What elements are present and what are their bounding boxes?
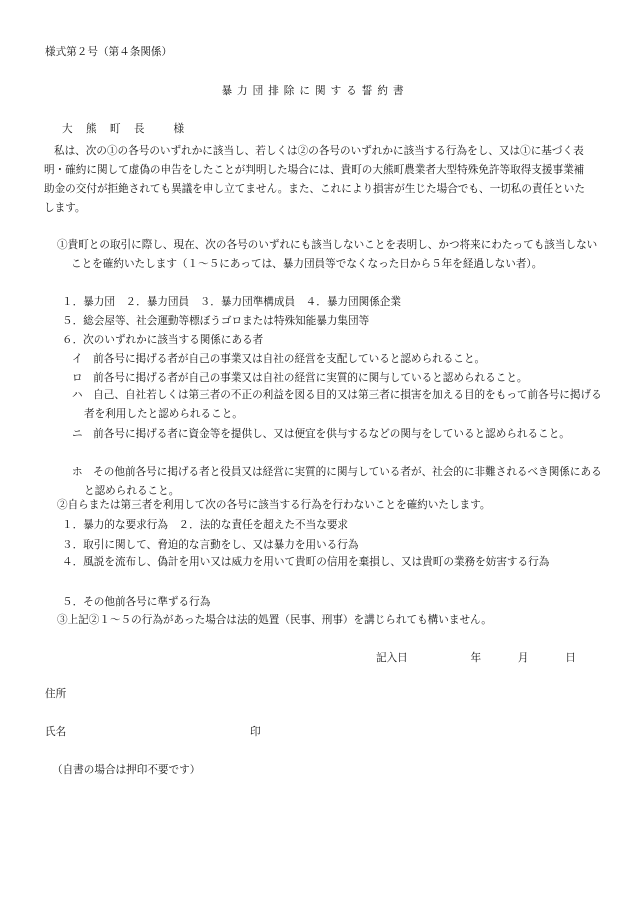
document-title: 暴力団排除に関する誓約書 [221, 85, 409, 97]
section2-line2: ３．取引に関して、脅迫的な言動をし、又は暴力を用いる行為 [62, 539, 359, 551]
intro-paragraph: 私は、次の①の各号のいずれかに該当し、若しくは②の各号のいずれかに該当する行為をし、又は①に基づく表明・確約に関して虚偽の申告をしたことが判明した場合には、貴町の大熊町農業者大型特殊免許等取得支援事業補助金の交付が拒絶されても異議を申し立てません。また、これにより損害が生じた場合でも、一切私の責任といたします。 [44, 145, 585, 214]
name-label: 氏名 [45, 726, 67, 738]
section1-sub-ho: ホ その他前各号に掲げる者と役員又は経営に実質的に関与している者が、社会的に非難されるべき関係にあると認められること。 [72, 466, 602, 497]
addressee: 大 熊 町 長 様 [62, 123, 190, 135]
date-year-label: 年 [470, 652, 482, 664]
section1-heading: ①貴町との取引に際し、現在、次の各号のいずれにも該当しないことを表明し、かつ将来にわたっても該当しないことを確約いたします（１～５にあっては、暴力団員等でなくなった日から５年を経過しない者）。 [57, 239, 598, 270]
date-row [376, 653, 576, 664]
date-month-label: 月 [517, 652, 529, 664]
section1-sub-i: イ 前各号に掲げる者が自己の事業又は自社の経営を支配していると認められること。 [72, 353, 486, 365]
section1-sub-ni: ニ 前各号に掲げる者に資金等を提供し、又は便宜を供与するなどの関与をしていると認められること。 [72, 428, 570, 440]
section2-line3: ４．風説を流布し、偽計を用い又は威力を用いて貴町の信用を棄損し、又は貴町の業務を妨害する行為 [62, 556, 550, 568]
section1-line1: １．暴力団 ２．暴力団員 ３．暴力団準構成員 ４．暴力団関係企業 [62, 296, 401, 308]
date-label: 記入日 [376, 652, 408, 664]
form-number: 様式第２号（第４条関係） [45, 46, 173, 58]
seal-note: （自書の場合は押印不要です） [52, 764, 201, 776]
seal-mark: 印 [250, 726, 261, 738]
date-day-label: 日 [565, 652, 576, 664]
section1-sub-ro: ロ 前各号に掲げる者が自己の事業又は自社の経営に実質的に関与していると認められること。 [72, 372, 528, 384]
section1-line2: ５．総会屋等、社会運動等標ぼうゴロまたは特殊知能暴力集団等 [62, 315, 370, 327]
section1-sub-ha: ハ 自己、自社若しくは第三者の不正の利益を図る目的又は第三者に損害を加える目的をもって前各号に掲げる者を利用したと認められること。 [72, 389, 602, 420]
section2-line4: ５．その他前各号に準ずる行為 [62, 596, 211, 608]
address-label: 住所 [45, 688, 67, 700]
section3-heading: ③上記②１～５の行為があった場合は法的処置（民事、刑事）を講じられても構いません。 [57, 614, 492, 626]
section1-line3: ６．次のいずれかに該当する関係にある者 [62, 334, 264, 346]
section2-heading: ②自らまたは第三者を利用して次の各号に該当する行為を行わないことを確約いたします。 [57, 499, 491, 511]
section2-line1: １．暴力的な要求行為 ２．法的な責任を超えた不当な要求 [62, 519, 349, 531]
